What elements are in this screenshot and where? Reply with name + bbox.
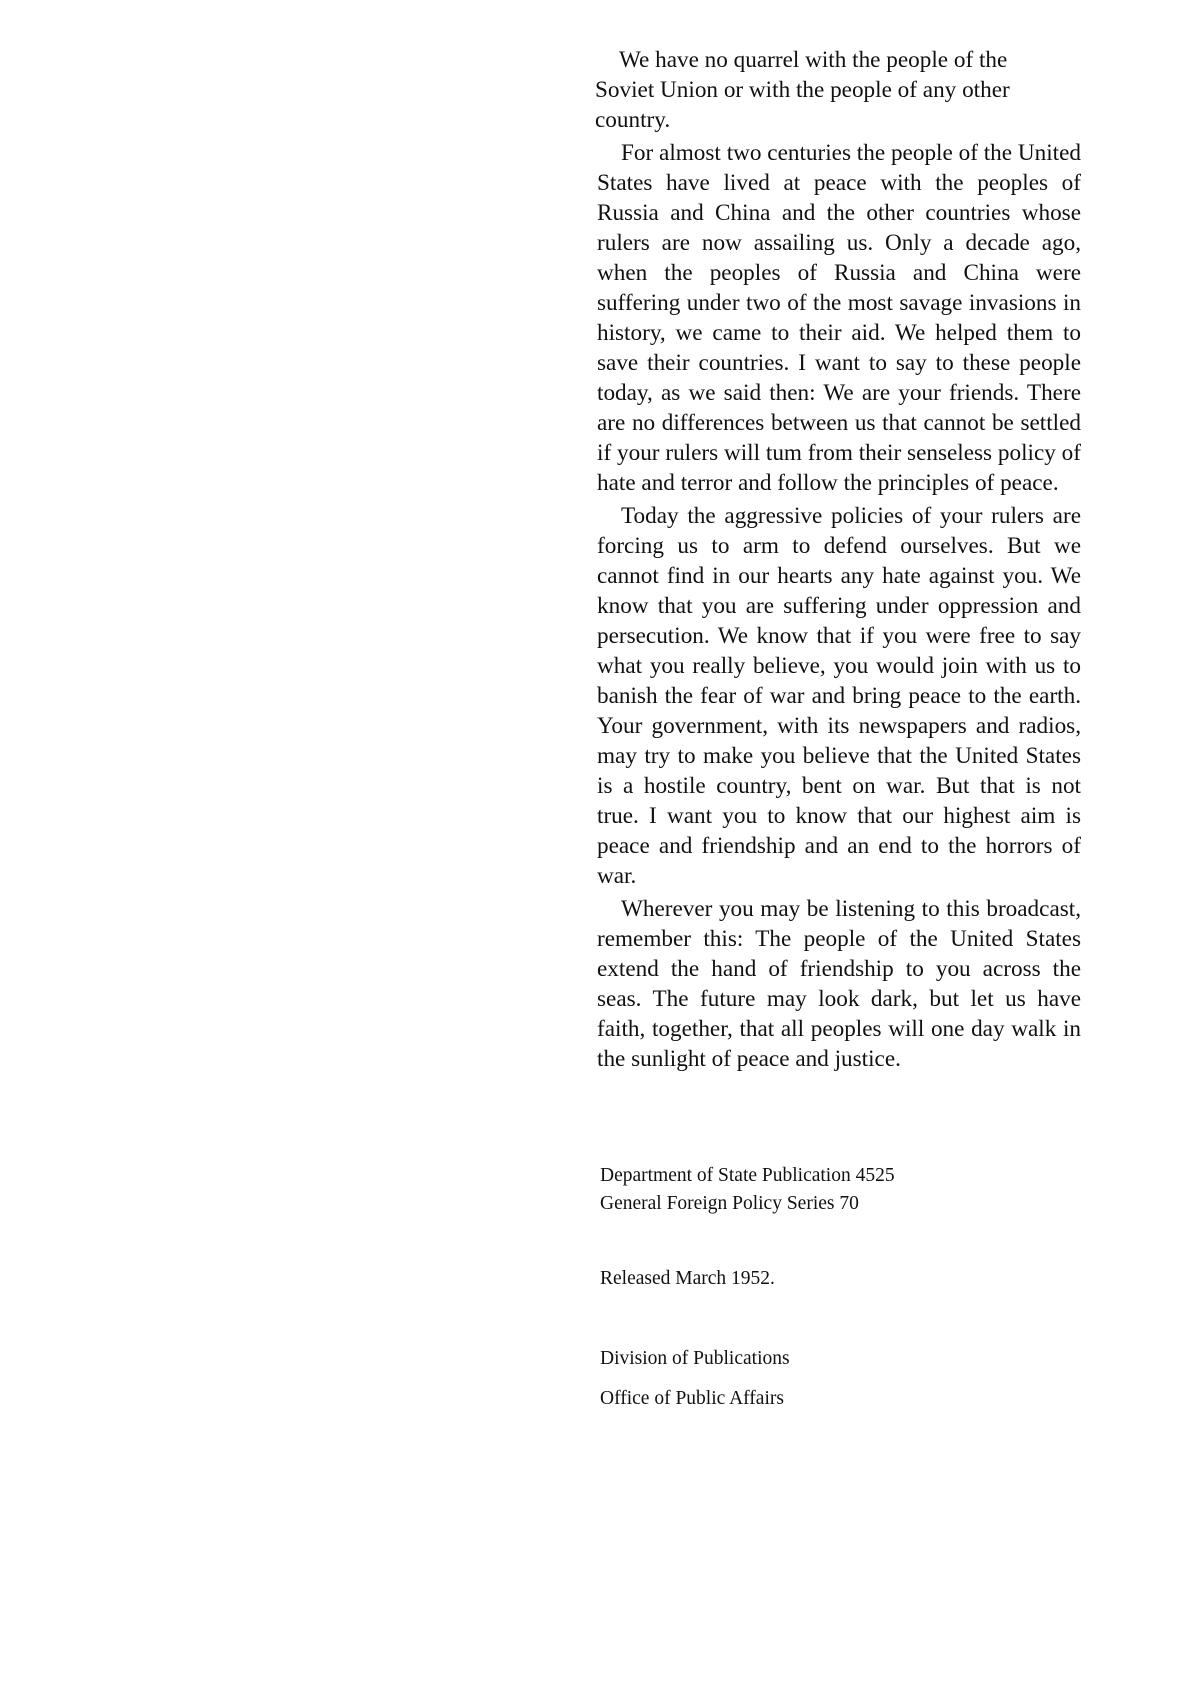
- body-text-column: [597, 45, 1081, 1077]
- issuing-office: [600, 1345, 1040, 1413]
- office-name: Office of Public Affairs: [600, 1388, 784, 1409]
- paragraph-3: Today the aggressive policies of your rulers are forcing us to arm to defend ourselves. But we cannot find in our hearts any hate against you. We know that you are suffering under oppression and persecution. We know that if you were free to say what you really believe, you would join with us to banish the fear of war and bring peace to the earth. Your government, with its newspapers and radios, may try to make you believe that the United States is a hostile country, bent on war. But that is not true. I want you to know that our highest aim is peace and friendship and an end to the horrors of war.: [597, 503, 1081, 889]
- publication-number: Department of State Publication 4525: [600, 1165, 895, 1186]
- paragraph-2: For almost two centuries the people of the United States have lived at peace with the peoples of Russia and China and the other countries whose rulers are now assailing us. Only a decade ago, when the peoples of Russia and China were suffering under two of the most savage invasions in history, we came to their aid. We helped them to save their countries. I want to say to these people today, as we said then: We are your friends. There are no differences between us that cannot be settled if your rulers will tum from their senseless policy of hate and terror and follow the principles of peace.: [597, 140, 1081, 496]
- release-date: Released March 1952.: [600, 1268, 775, 1289]
- paragraph-1: We have no quarrel with the people of the Soviet Union or with the people of any other country.: [595, 47, 1010, 133]
- release-info: [600, 1265, 1040, 1293]
- publication-info: [600, 1162, 1040, 1218]
- paragraph-4: Wherever you may be listening to this broadcast, remember this: The people of the United States extend the hand of friendship to you across the seas. The future may look dark, but let us have faith, together, that all peoples will one day walk in the sunlight of peace and justice.: [597, 896, 1081, 1072]
- division-name: Division of Publications: [600, 1348, 790, 1369]
- series-number: General Foreign Policy Series 70: [600, 1193, 859, 1214]
